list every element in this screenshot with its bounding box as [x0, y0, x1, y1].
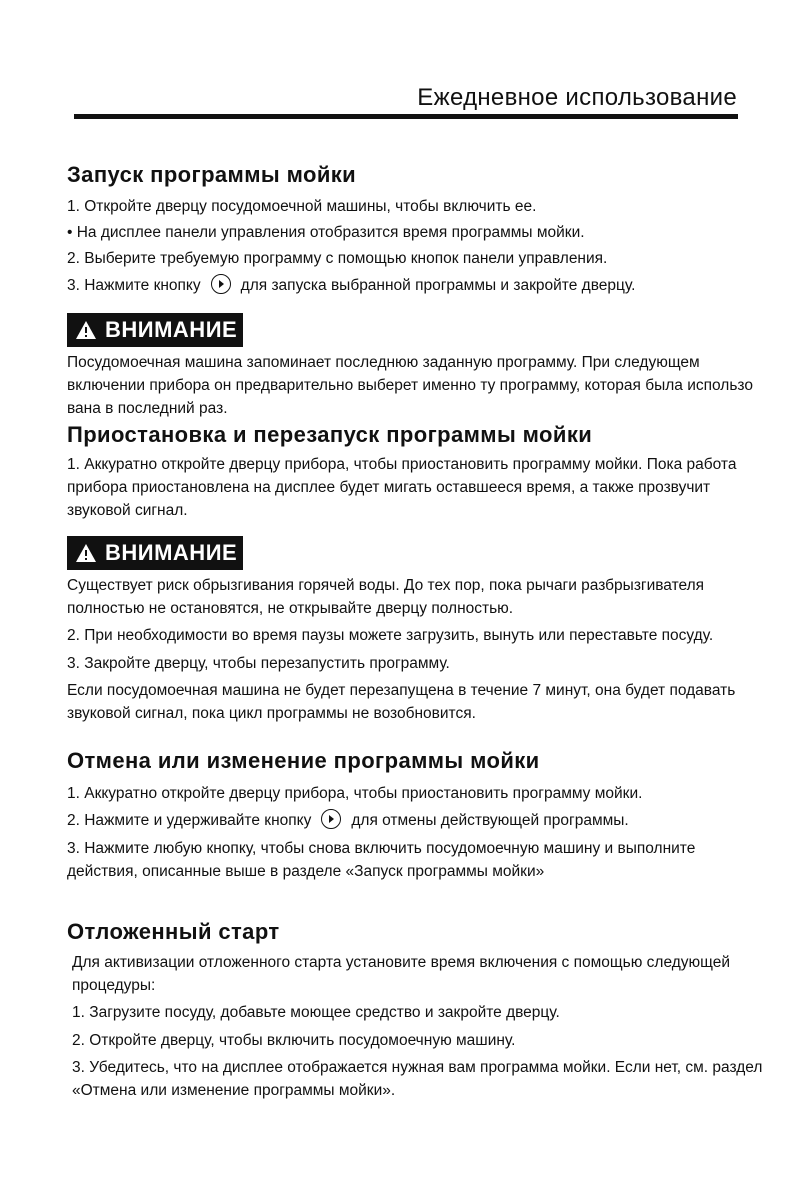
paragraph-line: 3. Нажмите любую кнопку, чтобы снова включить посудомоечную машину и выполните	[67, 840, 696, 857]
paragraph-line: включении прибора он предварительно выберет именно ту программу, которая была использо	[67, 377, 753, 394]
paragraph-line: 1. Откройте дверцу посудомоечной машины, чтобы включить ее.	[67, 198, 537, 215]
warning-label: ВНИМАНИЕ	[105, 540, 238, 565]
page-title: Ежедневное использование	[417, 84, 737, 111]
paragraph-line: 2. При необходимости во время паузы можете загрузить, вынуть или переставьте посуду.	[67, 627, 714, 644]
paragraph-line: «Отмена или изменение программы мойки».	[72, 1082, 396, 1099]
paragraph-line: вана в последний раз.	[67, 400, 228, 417]
paragraph-line: 3. Убедитесь, что на дисплее отображается нужная вам программа мойки. Если нет, см. раздел	[72, 1059, 763, 1076]
paragraph-line: 1. Загрузите посуду, добавьте моющее средство и закройте дверцу.	[72, 1004, 560, 1021]
header-divider	[74, 114, 738, 119]
paragraph-line: 1. Аккуратно откройте дверцу прибора, чтобы приостановить программу мойки.	[67, 785, 643, 802]
paragraph-text: для отмены действующей программы.	[351, 812, 629, 829]
start-button-icon	[211, 274, 231, 294]
paragraph-line: полностью не остановятся, не открывайте дверцу полностью.	[67, 600, 514, 617]
paragraph-line: Для активизации отложенного старта установите время включения с помощью следующей	[72, 954, 731, 971]
start-button-icon	[321, 809, 341, 829]
paragraph-line	[67, 809, 629, 833]
section-heading-delay: Отложенный старт	[67, 919, 280, 944]
paragraph-line: Существует риск обрызгивания горячей воды. До тех пор, пока рычаги разбрызгивателя	[67, 577, 705, 594]
section-heading-start: Запуск программы мойки	[67, 162, 357, 187]
section-heading-cancel: Отмена или изменение программы мойки	[67, 748, 540, 773]
paragraph-line: 3. Закройте дверцу, чтобы перезапустить программу.	[67, 655, 450, 672]
warning-badge	[67, 536, 243, 570]
paragraph-text: 3. Нажмите кнопку	[67, 277, 201, 294]
paragraph-text: 2. Нажмите и удерживайте кнопку	[67, 812, 312, 829]
paragraph-line: Посудомоечная машина запоминает последнюю заданную программу. При следующем	[67, 354, 700, 371]
paragraph-line: 1. Аккуратно откройте дверцу прибора, чтобы приостановить программу мойки. Пока работа	[67, 456, 737, 473]
paragraph-line: 2. Выберите требуемую программу с помощью кнопок панели управления.	[67, 250, 608, 267]
section-heading-pause: Приостановка и перезапуск программы мойки	[67, 422, 593, 447]
paragraph-line: процедуры:	[72, 977, 156, 994]
warning-badge	[67, 313, 243, 347]
paragraph-line: звуковой сигнал.	[67, 502, 188, 519]
paragraph-line: прибора приостановлена на дисплее будет мигать оставшееся время, а также прозвучит	[67, 479, 711, 496]
warning-icon	[75, 543, 97, 563]
paragraph-text: для запуска выбранной программы и закройте дверцу.	[240, 277, 636, 294]
paragraph-line: • На дисплее панели управления отобразится время программы мойки.	[67, 224, 585, 241]
warning-label: ВНИМАНИЕ	[105, 317, 238, 342]
paragraph-line	[67, 274, 635, 298]
paragraph-line: Если посудомоечная машина не будет перезапущена в течение 7 минут, она будет подавать	[67, 682, 736, 699]
paragraph-line: звуковой сигнал, пока цикл программы не возобновится.	[67, 705, 476, 722]
warning-icon	[75, 320, 97, 340]
paragraph-line: действия, описанные выше в разделе «Запуск программы мойки»	[67, 863, 545, 880]
paragraph-line: 2. Откройте дверцу, чтобы включить посудомоечную машину.	[72, 1032, 516, 1049]
